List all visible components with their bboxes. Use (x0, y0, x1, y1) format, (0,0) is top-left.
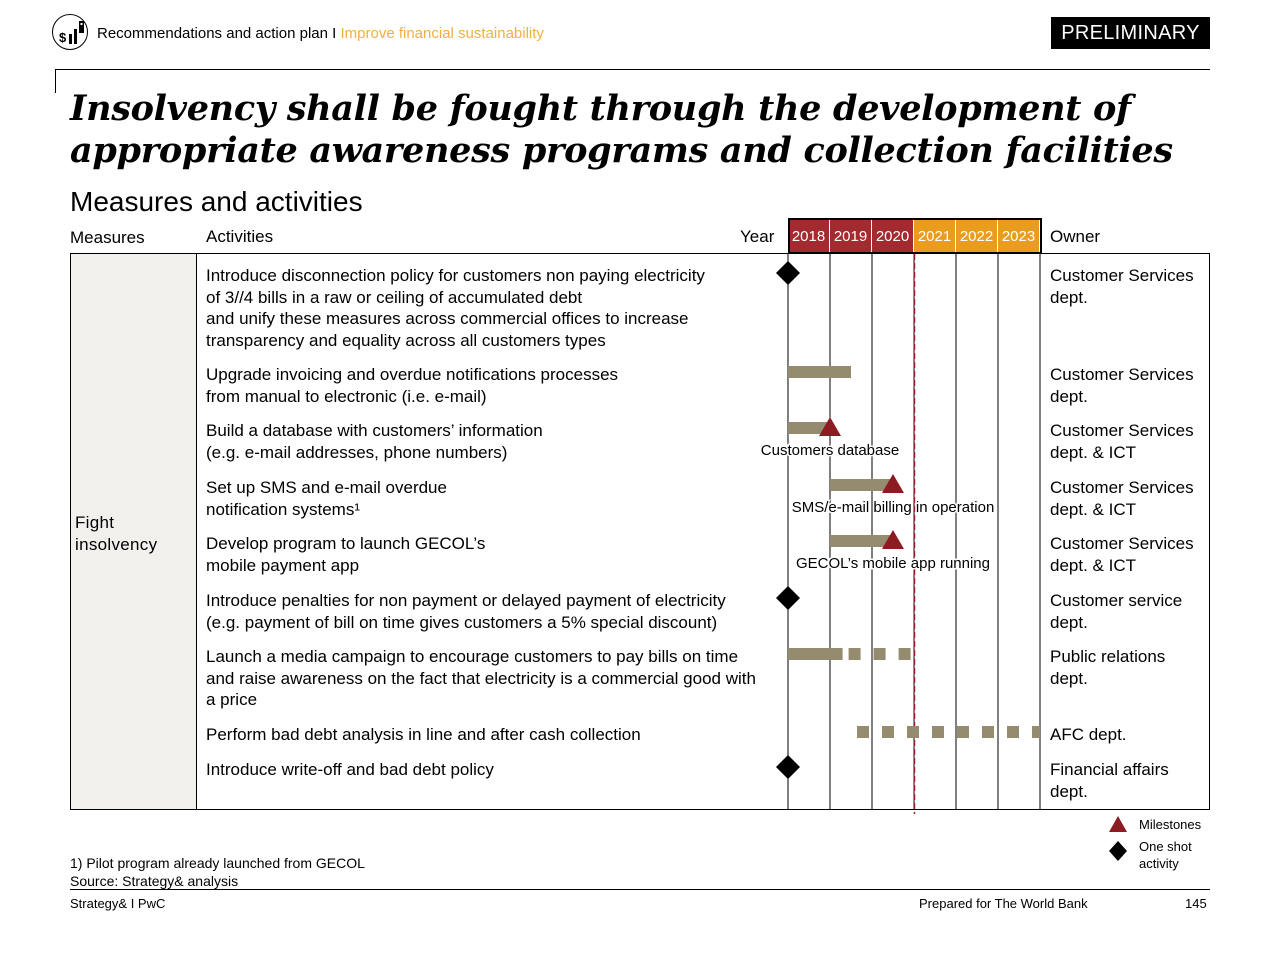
column-header-owner: Owner (1050, 227, 1101, 246)
footnote-source: Source: Strategy& analysis (70, 873, 239, 889)
one-shot-diamond (776, 755, 800, 779)
year-cell-0: 2018 (788, 220, 830, 253)
owner-text: Customer Services dept. & ICT (1050, 478, 1194, 519)
activity-dash (882, 726, 894, 738)
activity-dash (982, 726, 994, 738)
activity-dash (932, 726, 944, 738)
activity-bar (788, 648, 843, 660)
owner-text: Customer Services dept. (1050, 266, 1194, 307)
activity-text: Launch a media campaign to encourage customers to pay bills on time and raise awareness on the fact that electricity is a commercial good with a price (206, 647, 756, 709)
page-subtitle: Measures and activities (70, 186, 363, 217)
svg-text:$: $ (59, 30, 67, 45)
owner-text: Public relations dept. (1050, 647, 1166, 688)
measure-label: Fight insolvency (75, 513, 158, 554)
owner-text: Financial affairs dept. (1050, 760, 1169, 801)
activity-bar (830, 479, 893, 491)
owner-text: Customer Services dept. & ICT (1050, 421, 1194, 462)
year-cell-1: 2019 (830, 220, 872, 253)
owner-text: Customer service dept. (1050, 591, 1183, 632)
activity-dash (1032, 726, 1040, 738)
one-shot-diamond (776, 586, 800, 610)
milestone-label: SMS/e-mail billing in operation (791, 499, 995, 516)
legend-milestones-label: Milestones (1139, 817, 1202, 832)
activity-bar (830, 535, 893, 547)
owner-text: Customer Services dept. (1050, 365, 1194, 406)
year-cell-4: 2022 (956, 220, 998, 253)
legend-milestone-icon (1109, 816, 1127, 832)
activity-dash (907, 726, 919, 738)
legend-one-shot-label: One shot activity (1139, 839, 1192, 871)
footer-divider (70, 889, 1210, 890)
footer-page-number: 145 (1185, 896, 1207, 911)
legend-diamond-icon (1109, 841, 1127, 861)
milestone-label: GECOL’s mobile app running (795, 555, 991, 572)
year-cell-3: 2021 (914, 220, 956, 253)
activity-text: Perform bad debt analysis in line and after cash collection (206, 725, 641, 744)
activity-text: Set up SMS and e-mail overdue notification systems¹ (206, 478, 447, 519)
activity-text: Introduce penalties for non payment or delayed payment of electricity (e.g. payment of bill on time gives customers a 5% special discount) (206, 591, 726, 632)
owner-text: AFC dept. (1050, 725, 1127, 744)
activity-text: Introduce write-off and bad debt policy (206, 760, 494, 779)
activity-bar (788, 366, 851, 378)
activity-dash (874, 648, 886, 660)
column-header-year: Year (740, 227, 775, 246)
footer-left: Strategy& I PwC (70, 896, 166, 911)
column-header-activities: Activities (206, 227, 274, 246)
header-section: Recommendations and action plan I (97, 25, 341, 42)
footer-center: Prepared for The World Bank (919, 896, 1088, 911)
owner-text: Customer Services dept. & ICT (1050, 534, 1194, 575)
activity-dash (1007, 726, 1019, 738)
one-shot-diamond (776, 261, 800, 285)
activity-text: Upgrade invoicing and overdue notifications processes from manual to electronic (i.e. e-mail) (206, 365, 619, 406)
activity-dash (957, 726, 969, 738)
year-cell-2: 2020 (872, 220, 914, 253)
footnote-pilot: 1) Pilot program already launched from GECOL (70, 855, 365, 871)
activity-dash (849, 648, 861, 660)
milestone-label: Customers database (760, 442, 900, 459)
column-header-measures: Measures (70, 228, 145, 247)
activity-text: Build a database with customers’ information (e.g. e-mail addresses, phone numbers) (206, 421, 543, 462)
activity-text: Introduce disconnection policy for customers non paying electricity of 3//4 bills in a raw or ceiling of accumulated debt and unify these measures across commercial offices to increase transparency and equality across all customers types (206, 266, 705, 350)
activity-text: Develop program to launch GECOL’s mobile payment app (206, 534, 486, 575)
header-subsection: Improve financial sustainability (340, 25, 544, 42)
page-title: Insolvency shall be fought through the development of appropriate awareness programs and collection facilities (70, 88, 1173, 171)
activity-dash (857, 726, 869, 738)
year-cell-5: 2023 (998, 220, 1040, 253)
preliminary-badge: PRELIMINARY (1051, 17, 1210, 49)
activity-dash (899, 648, 911, 660)
